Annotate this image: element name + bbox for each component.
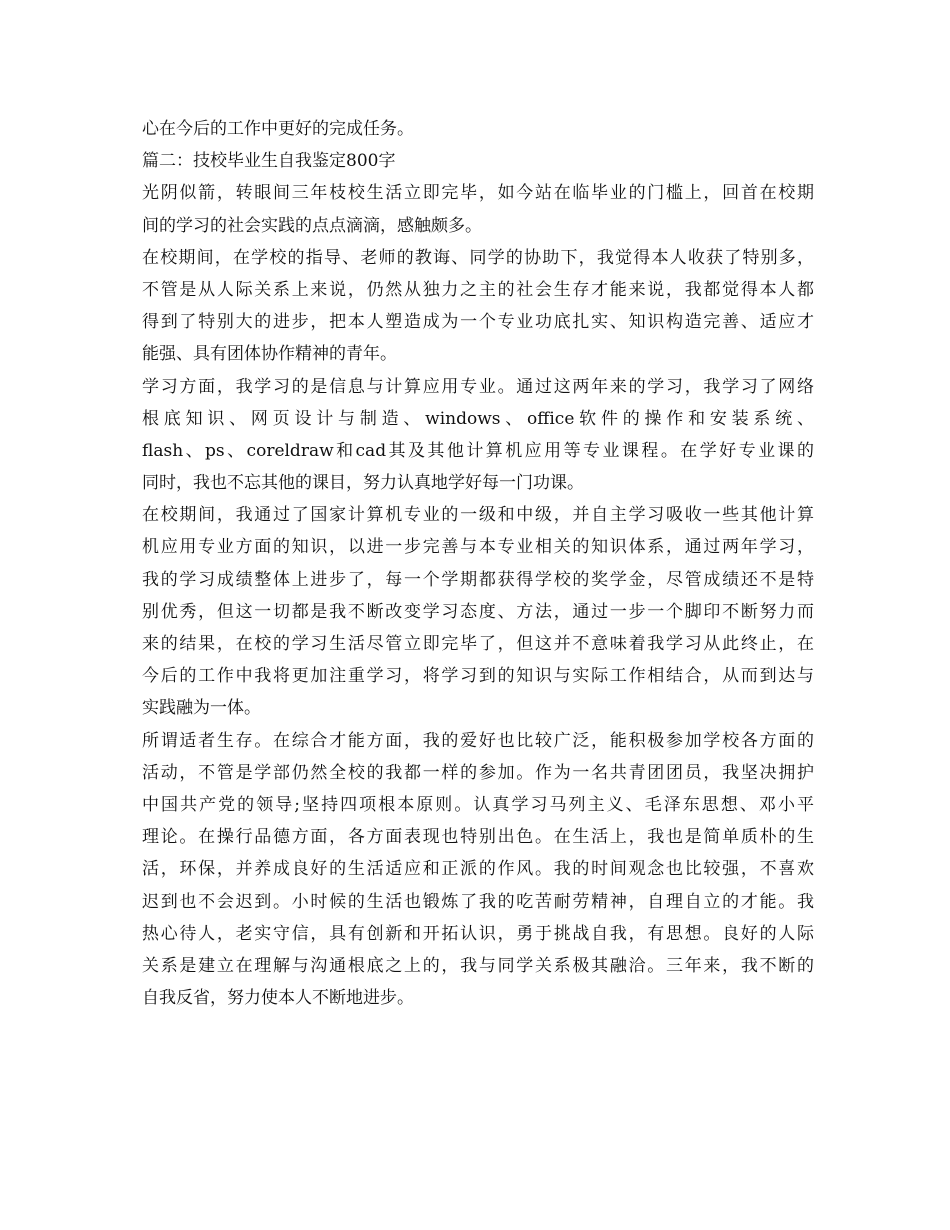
text-line: 活，环保，并养成良好的生活适应和正派的作风。我的时间观念也比较强，不喜欢 bbox=[142, 859, 814, 880]
text-line: 今后的工作中我将更加注重学习，将学习到的知识与实际工作相结合，从而到达与 bbox=[142, 666, 814, 687]
text-line: 迟到也不会迟到。小时候的生活也锻炼了我的吃苦耐劳精神，自理自立的才能。我 bbox=[142, 891, 814, 912]
text-line: 根底知识、网页设计与制造、windows、office软件的操作和安装系统、 bbox=[142, 408, 814, 429]
text-line: 别优秀，但这一切都是我不断改变学习态度、方法，通过一步一个脚印不断努力而 bbox=[142, 601, 814, 622]
text-line: 间的学习的社会实践的点点滴滴，感触颇多。 bbox=[142, 215, 482, 236]
text-line: 篇二：技校毕业生自我鉴定800字 bbox=[142, 151, 396, 172]
text-line: 中国共产党的领导;坚持四项根本原则。认真学习马列主义、毛泽东思想、邓小平 bbox=[142, 794, 814, 815]
text-line: 能强、具有团体协作精神的青年。 bbox=[142, 344, 397, 365]
text-line: 光阴似箭，转眼间三年枝校生活立即完毕，如今站在临毕业的门槛上，回首在校期 bbox=[142, 183, 814, 204]
text-line: 自我反省，努力使本人不断地进步。 bbox=[142, 988, 414, 1009]
text-line: flash、ps、coreldraw和cad其及其他计算机应用等专业课程。在学好专业课的 bbox=[142, 440, 814, 461]
text-line: 得到了特别大的进步，把本人塑造成为一个专业功底扎实、知识构造完善、适应才 bbox=[142, 312, 814, 333]
text-line: 来的结果，在校的学习生活尽管立即完毕了，但这并不意味着我学习从此终止，在 bbox=[142, 634, 814, 654]
text-line: 所谓适者生存。在综合才能方面，我的爱好也比较广泛，能积极参加学校各方面的 bbox=[142, 730, 814, 751]
text-line: 我的学习成绩整体上进步了，每一个学期都获得学校的奖学金，尽管成绩还不是特 bbox=[142, 569, 814, 590]
text-line: 在校期间，在学校的指导、老师的教诲、同学的协助下，我觉得本人收获了特别多， bbox=[142, 247, 814, 268]
text-line: 机应用专业方面的知识，以进一步完善与本专业相关的知识体系，通过两年学习， bbox=[142, 537, 814, 558]
text-line: 不管是从人际关系上来说，仍然从独力之主的社会生存才能来说，我都觉得本人都 bbox=[142, 279, 814, 300]
text-line: 在校期间，我通过了国家计算机专业的一级和中级，并自主学习吸收一些其他计算 bbox=[142, 505, 814, 526]
text-line: 热心待人，老实守信，具有创新和开拓认识，勇于挑战自我，有思想。良好的人际 bbox=[142, 923, 814, 944]
text-line: 实践融为一体。 bbox=[142, 698, 261, 719]
document-body bbox=[142, 113, 814, 1014]
text-line: 学习方面，我学习的是信息与计算应用专业。通过这两年来的学习，我学习了网络 bbox=[142, 376, 814, 397]
text-line: 理论。在操行品德方面，各方面表现也特别出色。在生活上，我也是简单质朴的生 bbox=[142, 827, 814, 848]
text-line: 心在今后的工作中更好的完成任务。 bbox=[142, 119, 414, 139]
text-line: 同时，我也不忘其他的课目，努力认真地学好每一门功课。 bbox=[142, 473, 584, 494]
text-line: 关系是建立在理解与沟通根底之上的，我与同学关系极其融洽。三年来，我不断的 bbox=[142, 955, 814, 976]
text-line: 活动，不管是学部仍然全校的我都一样的参加。作为一名共青团团员，我坚决拥护 bbox=[142, 762, 814, 783]
